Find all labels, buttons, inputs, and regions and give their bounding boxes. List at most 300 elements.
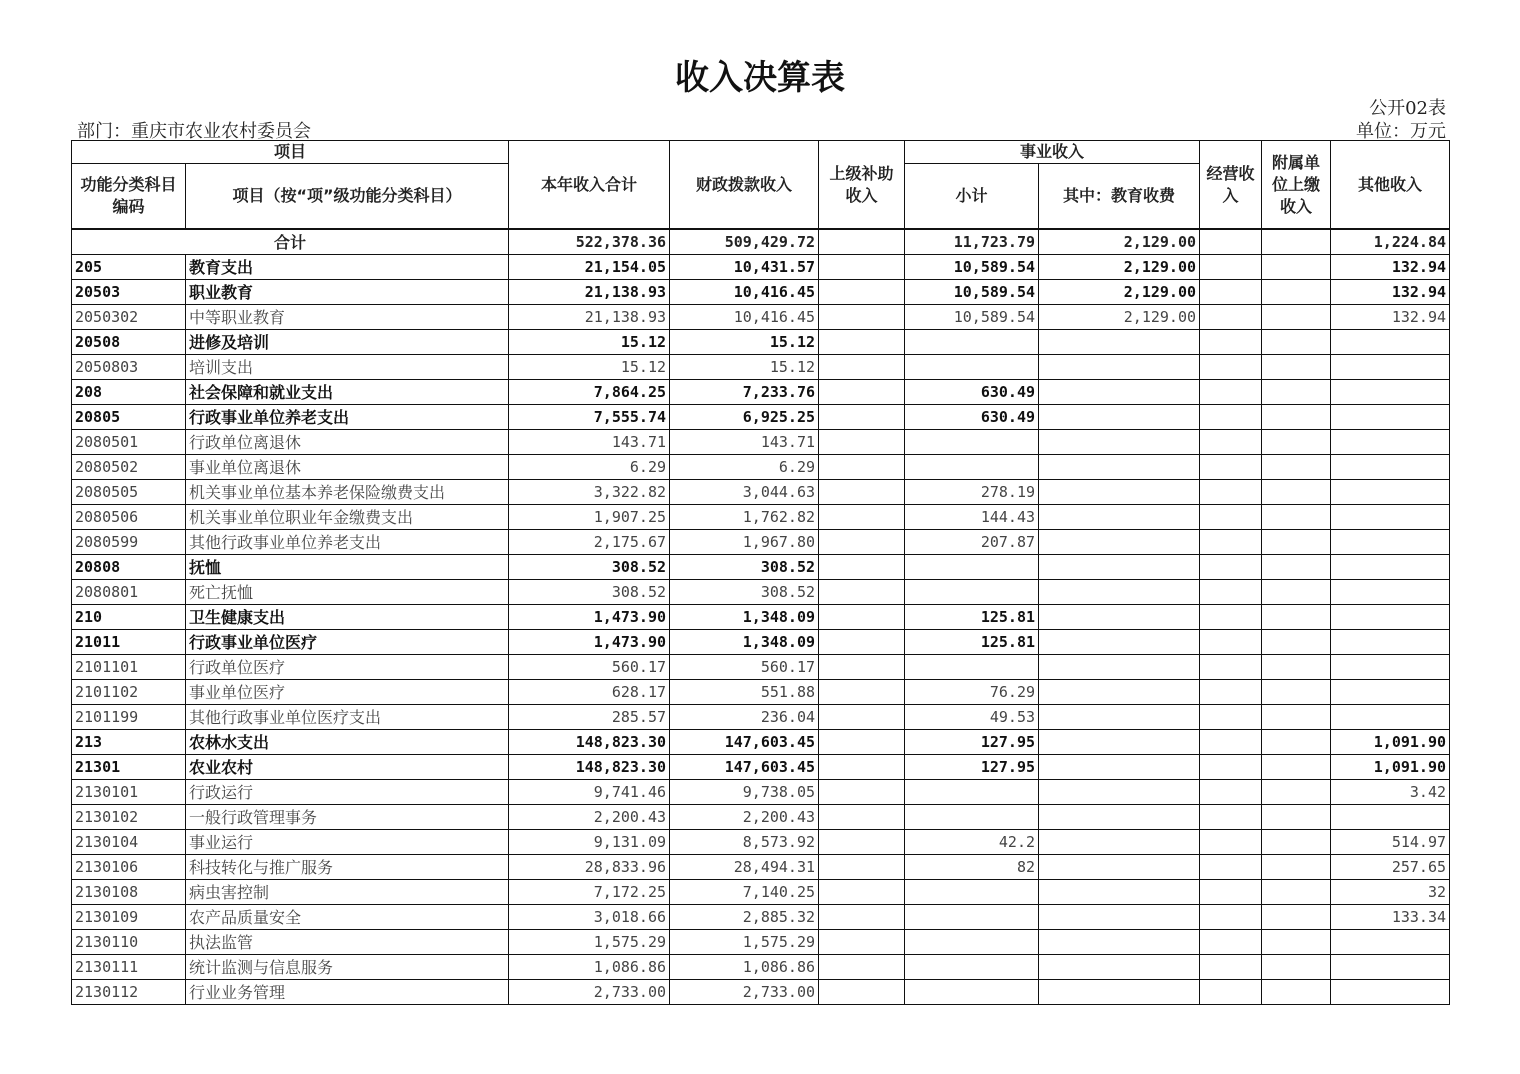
cell-code: 2080501 bbox=[72, 430, 186, 455]
cell-affiliated bbox=[1262, 430, 1331, 455]
table-row bbox=[72, 330, 1450, 355]
cell-superior bbox=[819, 355, 905, 380]
cell-affiliated bbox=[1262, 680, 1331, 705]
cell-name: 卫生健康支出 bbox=[186, 605, 509, 630]
cell-superior bbox=[819, 630, 905, 655]
cell-name: 行政事业单位医疗 bbox=[186, 630, 509, 655]
cell-name: 事业运行 bbox=[186, 830, 509, 855]
cell-code: 2130112 bbox=[72, 980, 186, 1005]
table-row bbox=[72, 855, 1450, 880]
cell-name: 行政单位医疗 bbox=[186, 655, 509, 680]
cell-operating bbox=[1200, 730, 1262, 755]
header-project: 项目 bbox=[72, 141, 509, 164]
table-row bbox=[72, 680, 1450, 705]
cell-subtotal: 127.95 bbox=[905, 730, 1039, 755]
cell-affiliated bbox=[1262, 355, 1331, 380]
cell-superior bbox=[819, 955, 905, 980]
cell-affiliated bbox=[1262, 830, 1331, 855]
cell-operating bbox=[1200, 955, 1262, 980]
cell-code: 208 bbox=[72, 380, 186, 405]
cell-subtotal bbox=[905, 980, 1039, 1005]
cell-education bbox=[1039, 955, 1200, 980]
cell-fiscal: 7,140.25 bbox=[670, 880, 819, 905]
table-row bbox=[72, 380, 1450, 405]
cell-name: 农林水支出 bbox=[186, 730, 509, 755]
cell-total: 15.12 bbox=[509, 330, 670, 355]
cell-name: 行政运行 bbox=[186, 780, 509, 805]
cell-code: 213 bbox=[72, 730, 186, 755]
cell-fiscal: 15.12 bbox=[670, 330, 819, 355]
cell-operating bbox=[1200, 830, 1262, 855]
table-row bbox=[72, 430, 1450, 455]
cell-subtotal: 207.87 bbox=[905, 530, 1039, 555]
header-education-fees: 其中：教育收费 bbox=[1039, 164, 1200, 230]
cell-education bbox=[1039, 505, 1200, 530]
cell-name: 培训支出 bbox=[186, 355, 509, 380]
cell-affiliated bbox=[1262, 305, 1331, 330]
cell-fiscal: 560.17 bbox=[670, 655, 819, 680]
cell-subtotal bbox=[905, 455, 1039, 480]
table-row bbox=[72, 605, 1450, 630]
cell-superior bbox=[819, 280, 905, 305]
cell-education bbox=[1039, 680, 1200, 705]
table-row bbox=[72, 655, 1450, 680]
cell-total: 2,175.67 bbox=[509, 530, 670, 555]
cell-total: 1,907.25 bbox=[509, 505, 670, 530]
cell-code: 2101199 bbox=[72, 705, 186, 730]
cell-affiliated bbox=[1262, 805, 1331, 830]
cell-education bbox=[1039, 630, 1200, 655]
cell-superior bbox=[819, 330, 905, 355]
cell-superior bbox=[819, 505, 905, 530]
cell-superior bbox=[819, 380, 905, 405]
table-row bbox=[72, 805, 1450, 830]
cell-education: 2,129.00 bbox=[1039, 255, 1200, 280]
cell-superior bbox=[819, 305, 905, 330]
cell-affiliated bbox=[1262, 855, 1331, 880]
total-education-cell: 2,129.00 bbox=[1039, 229, 1200, 255]
cell-code: 20808 bbox=[72, 555, 186, 580]
cell-code: 2050803 bbox=[72, 355, 186, 380]
cell-subtotal bbox=[905, 805, 1039, 830]
cell-superior bbox=[819, 455, 905, 480]
cell-total: 3,322.82 bbox=[509, 480, 670, 505]
cell-operating bbox=[1200, 305, 1262, 330]
cell-fiscal: 10,416.45 bbox=[670, 305, 819, 330]
cell-other bbox=[1331, 430, 1450, 455]
cell-fiscal: 2,733.00 bbox=[670, 980, 819, 1005]
cell-subtotal: 144.43 bbox=[905, 505, 1039, 530]
cell-subtotal bbox=[905, 780, 1039, 805]
cell-superior bbox=[819, 680, 905, 705]
cell-subtotal bbox=[905, 580, 1039, 605]
cell-code: 20805 bbox=[72, 405, 186, 430]
cell-name: 教育支出 bbox=[186, 255, 509, 280]
header-fiscal-income: 财政拨款收入 bbox=[670, 141, 819, 230]
cell-subtotal: 278.19 bbox=[905, 480, 1039, 505]
total-label: 合计 bbox=[72, 229, 509, 255]
cell-other bbox=[1331, 655, 1450, 680]
cell-code: 2080599 bbox=[72, 530, 186, 555]
cell-total: 9,131.09 bbox=[509, 830, 670, 855]
cell-code: 2130111 bbox=[72, 955, 186, 980]
table-row bbox=[72, 705, 1450, 730]
cell-name: 病虫害控制 bbox=[186, 880, 509, 905]
cell-superior bbox=[819, 755, 905, 780]
cell-affiliated bbox=[1262, 555, 1331, 580]
cell-superior bbox=[819, 430, 905, 455]
cell-other: 133.34 bbox=[1331, 905, 1450, 930]
cell-fiscal: 10,416.45 bbox=[670, 280, 819, 305]
cell-total: 143.71 bbox=[509, 430, 670, 455]
cell-fiscal: 2,885.32 bbox=[670, 905, 819, 930]
cell-code: 2080505 bbox=[72, 480, 186, 505]
cell-other: 32 bbox=[1331, 880, 1450, 905]
cell-total: 628.17 bbox=[509, 680, 670, 705]
cell-other: 132.94 bbox=[1331, 255, 1450, 280]
cell-other bbox=[1331, 605, 1450, 630]
table-row bbox=[72, 580, 1450, 605]
cell-total: 1,086.86 bbox=[509, 955, 670, 980]
cell-operating bbox=[1200, 455, 1262, 480]
cell-subtotal: 42.2 bbox=[905, 830, 1039, 855]
cell-total: 1,473.90 bbox=[509, 605, 670, 630]
cell-education bbox=[1039, 455, 1200, 480]
cell-superior bbox=[819, 930, 905, 955]
cell-fiscal: 1,967.80 bbox=[670, 530, 819, 555]
cell-operating bbox=[1200, 630, 1262, 655]
cell-subtotal bbox=[905, 430, 1039, 455]
cell-affiliated bbox=[1262, 630, 1331, 655]
cell-superior bbox=[819, 255, 905, 280]
cell-affiliated bbox=[1262, 255, 1331, 280]
cell-operating bbox=[1200, 530, 1262, 555]
total-fiscal-cell: 509,429.72 bbox=[670, 229, 819, 255]
cell-other: 132.94 bbox=[1331, 305, 1450, 330]
cell-operating bbox=[1200, 755, 1262, 780]
total-affiliated-cell bbox=[1262, 229, 1331, 255]
cell-total: 6.29 bbox=[509, 455, 670, 480]
cell-code: 2080502 bbox=[72, 455, 186, 480]
cell-subtotal: 10,589.54 bbox=[905, 255, 1039, 280]
cell-other bbox=[1331, 705, 1450, 730]
cell-other bbox=[1331, 455, 1450, 480]
cell-education bbox=[1039, 380, 1200, 405]
table-row bbox=[72, 255, 1450, 280]
cell-operating bbox=[1200, 255, 1262, 280]
table-row bbox=[72, 355, 1450, 380]
cell-operating bbox=[1200, 680, 1262, 705]
cell-other bbox=[1331, 630, 1450, 655]
cell-superior bbox=[819, 905, 905, 930]
cell-other bbox=[1331, 955, 1450, 980]
cell-code: 2130109 bbox=[72, 905, 186, 930]
table-row bbox=[72, 530, 1450, 555]
cell-superior bbox=[819, 530, 905, 555]
cell-fiscal: 8,573.92 bbox=[670, 830, 819, 855]
header-item-name: 项目（按“项”级功能分类科目） bbox=[186, 164, 509, 230]
cell-fiscal: 308.52 bbox=[670, 580, 819, 605]
cell-operating bbox=[1200, 655, 1262, 680]
cell-operating bbox=[1200, 405, 1262, 430]
cell-total: 21,154.05 bbox=[509, 255, 670, 280]
table-row bbox=[72, 630, 1450, 655]
cell-subtotal bbox=[905, 330, 1039, 355]
cell-education: 2,129.00 bbox=[1039, 305, 1200, 330]
cell-total: 1,575.29 bbox=[509, 930, 670, 955]
cell-affiliated bbox=[1262, 505, 1331, 530]
cell-education bbox=[1039, 530, 1200, 555]
cell-total: 7,555.74 bbox=[509, 405, 670, 430]
cell-other: 132.94 bbox=[1331, 280, 1450, 305]
cell-total: 1,473.90 bbox=[509, 630, 670, 655]
cell-name: 行业业务管理 bbox=[186, 980, 509, 1005]
cell-code: 210 bbox=[72, 605, 186, 630]
cell-subtotal: 125.81 bbox=[905, 630, 1039, 655]
cell-subtotal: 630.49 bbox=[905, 405, 1039, 430]
cell-operating bbox=[1200, 380, 1262, 405]
cell-fiscal: 3,044.63 bbox=[670, 480, 819, 505]
cell-fiscal: 308.52 bbox=[670, 555, 819, 580]
cell-other bbox=[1331, 930, 1450, 955]
table-row bbox=[72, 505, 1450, 530]
cell-name: 统计监测与信息服务 bbox=[186, 955, 509, 980]
header-business-income: 事业收入 bbox=[905, 141, 1200, 164]
cell-operating bbox=[1200, 330, 1262, 355]
header-total-income: 本年收入合计 bbox=[509, 141, 670, 230]
cell-education bbox=[1039, 930, 1200, 955]
cell-superior bbox=[819, 855, 905, 880]
cell-name: 职业教育 bbox=[186, 280, 509, 305]
cell-superior bbox=[819, 580, 905, 605]
cell-operating bbox=[1200, 355, 1262, 380]
cell-operating bbox=[1200, 855, 1262, 880]
total-row bbox=[72, 229, 1450, 255]
cell-name: 机关事业单位职业年金缴费支出 bbox=[186, 505, 509, 530]
cell-code: 2130106 bbox=[72, 855, 186, 880]
cell-fiscal: 1,348.09 bbox=[670, 605, 819, 630]
cell-name: 社会保障和就业支出 bbox=[186, 380, 509, 405]
cell-name: 农产品质量安全 bbox=[186, 905, 509, 930]
header-superior-subsidy: 上级补助收入 bbox=[819, 141, 905, 230]
cell-total: 148,823.30 bbox=[509, 730, 670, 755]
cell-other: 514.97 bbox=[1331, 830, 1450, 855]
cell-name: 抚恤 bbox=[186, 555, 509, 580]
cell-affiliated bbox=[1262, 580, 1331, 605]
cell-affiliated bbox=[1262, 530, 1331, 555]
cell-education bbox=[1039, 405, 1200, 430]
cell-subtotal: 127.95 bbox=[905, 755, 1039, 780]
cell-education bbox=[1039, 780, 1200, 805]
cell-other: 1,091.90 bbox=[1331, 730, 1450, 755]
cell-fiscal: 15.12 bbox=[670, 355, 819, 380]
cell-superior bbox=[819, 980, 905, 1005]
cell-subtotal bbox=[905, 905, 1039, 930]
cell-fiscal: 143.71 bbox=[670, 430, 819, 455]
cell-affiliated bbox=[1262, 605, 1331, 630]
cell-affiliated bbox=[1262, 455, 1331, 480]
cell-fiscal: 28,494.31 bbox=[670, 855, 819, 880]
form-number: 公开02表 bbox=[1369, 98, 1446, 119]
cell-subtotal bbox=[905, 555, 1039, 580]
cell-other bbox=[1331, 980, 1450, 1005]
cell-fiscal: 236.04 bbox=[670, 705, 819, 730]
header-other-income: 其他收入 bbox=[1331, 141, 1450, 230]
cell-fiscal: 147,603.45 bbox=[670, 730, 819, 755]
cell-code: 2101101 bbox=[72, 655, 186, 680]
total-superior-cell bbox=[819, 229, 905, 255]
cell-education bbox=[1039, 580, 1200, 605]
cell-total: 2,733.00 bbox=[509, 980, 670, 1005]
cell-education bbox=[1039, 555, 1200, 580]
cell-total: 308.52 bbox=[509, 555, 670, 580]
cell-total: 21,138.93 bbox=[509, 305, 670, 330]
total-subtotal-cell: 11,723.79 bbox=[905, 229, 1039, 255]
cell-other bbox=[1331, 405, 1450, 430]
cell-subtotal: 630.49 bbox=[905, 380, 1039, 405]
header-business-subtotal: 小计 bbox=[905, 164, 1039, 230]
cell-total: 21,138.93 bbox=[509, 280, 670, 305]
cell-code: 21301 bbox=[72, 755, 186, 780]
cell-code: 2080801 bbox=[72, 580, 186, 605]
cell-fiscal: 6.29 bbox=[670, 455, 819, 480]
cell-other: 3.42 bbox=[1331, 780, 1450, 805]
cell-subtotal: 10,589.54 bbox=[905, 305, 1039, 330]
cell-education bbox=[1039, 480, 1200, 505]
cell-subtotal bbox=[905, 880, 1039, 905]
cell-fiscal: 9,738.05 bbox=[670, 780, 819, 805]
cell-name: 行政事业单位养老支出 bbox=[186, 405, 509, 430]
table-row bbox=[72, 880, 1450, 905]
cell-superior bbox=[819, 805, 905, 830]
cell-code: 20503 bbox=[72, 280, 186, 305]
cell-total: 308.52 bbox=[509, 580, 670, 605]
table-row bbox=[72, 480, 1450, 505]
cell-superior bbox=[819, 730, 905, 755]
cell-name: 一般行政管理事务 bbox=[186, 805, 509, 830]
cell-subtotal: 82 bbox=[905, 855, 1039, 880]
cell-fiscal: 551.88 bbox=[670, 680, 819, 705]
cell-superior bbox=[819, 405, 905, 430]
cell-subtotal: 76.29 bbox=[905, 680, 1039, 705]
cell-code: 20508 bbox=[72, 330, 186, 355]
cell-affiliated bbox=[1262, 405, 1331, 430]
cell-superior bbox=[819, 605, 905, 630]
cell-education bbox=[1039, 355, 1200, 380]
cell-code: 2050302 bbox=[72, 305, 186, 330]
cell-code: 2130108 bbox=[72, 880, 186, 905]
cell-superior bbox=[819, 555, 905, 580]
cell-other bbox=[1331, 480, 1450, 505]
cell-fiscal: 10,431.57 bbox=[670, 255, 819, 280]
cell-total: 7,172.25 bbox=[509, 880, 670, 905]
cell-operating bbox=[1200, 805, 1262, 830]
cell-subtotal: 10,589.54 bbox=[905, 280, 1039, 305]
unit-label: 单位：万元 bbox=[1356, 121, 1446, 142]
cell-code: 2130102 bbox=[72, 805, 186, 830]
cell-total: 285.57 bbox=[509, 705, 670, 730]
page-title: 收入决算表 bbox=[675, 58, 845, 98]
cell-operating bbox=[1200, 880, 1262, 905]
cell-affiliated bbox=[1262, 655, 1331, 680]
cell-education bbox=[1039, 605, 1200, 630]
cell-affiliated bbox=[1262, 980, 1331, 1005]
cell-subtotal bbox=[905, 955, 1039, 980]
cell-subtotal: 125.81 bbox=[905, 605, 1039, 630]
cell-education bbox=[1039, 980, 1200, 1005]
cell-name: 机关事业单位基本养老保险缴费支出 bbox=[186, 480, 509, 505]
cell-education bbox=[1039, 655, 1200, 680]
table-row bbox=[72, 905, 1450, 930]
cell-superior bbox=[819, 830, 905, 855]
cell-name: 执法监管 bbox=[186, 930, 509, 955]
cell-name: 进修及培训 bbox=[186, 330, 509, 355]
cell-education bbox=[1039, 730, 1200, 755]
cell-operating bbox=[1200, 505, 1262, 530]
cell-education bbox=[1039, 430, 1200, 455]
cell-name: 其他行政事业单位医疗支出 bbox=[186, 705, 509, 730]
cell-other bbox=[1331, 330, 1450, 355]
cell-other bbox=[1331, 355, 1450, 380]
cell-name: 中等职业教育 bbox=[186, 305, 509, 330]
header-operating-income: 经营收入 bbox=[1200, 141, 1262, 230]
cell-name: 事业单位医疗 bbox=[186, 680, 509, 705]
cell-education bbox=[1039, 905, 1200, 930]
cell-other bbox=[1331, 505, 1450, 530]
cell-education bbox=[1039, 830, 1200, 855]
cell-affiliated bbox=[1262, 705, 1331, 730]
cell-fiscal: 1,575.29 bbox=[670, 930, 819, 955]
cell-total: 560.17 bbox=[509, 655, 670, 680]
cell-affiliated bbox=[1262, 380, 1331, 405]
cell-total: 148,823.30 bbox=[509, 755, 670, 780]
cell-name: 行政单位离退休 bbox=[186, 430, 509, 455]
table-row bbox=[72, 830, 1450, 855]
cell-total: 28,833.96 bbox=[509, 855, 670, 880]
cell-name: 农业农村 bbox=[186, 755, 509, 780]
cell-superior bbox=[819, 705, 905, 730]
cell-total: 9,741.46 bbox=[509, 780, 670, 805]
cell-affiliated bbox=[1262, 905, 1331, 930]
cell-other: 1,091.90 bbox=[1331, 755, 1450, 780]
cell-fiscal: 147,603.45 bbox=[670, 755, 819, 780]
cell-operating bbox=[1200, 280, 1262, 305]
cell-name: 科技转化与推广服务 bbox=[186, 855, 509, 880]
cell-education bbox=[1039, 855, 1200, 880]
cell-superior bbox=[819, 780, 905, 805]
cell-operating bbox=[1200, 905, 1262, 930]
table-row bbox=[72, 280, 1450, 305]
cell-affiliated bbox=[1262, 880, 1331, 905]
cell-fiscal: 1,348.09 bbox=[670, 630, 819, 655]
total-income-cell: 522,378.36 bbox=[509, 229, 670, 255]
cell-operating bbox=[1200, 780, 1262, 805]
cell-affiliated bbox=[1262, 955, 1331, 980]
table-row bbox=[72, 730, 1450, 755]
cell-total: 7,864.25 bbox=[509, 380, 670, 405]
cell-affiliated bbox=[1262, 330, 1331, 355]
cell-total: 2,200.43 bbox=[509, 805, 670, 830]
table-row bbox=[72, 780, 1450, 805]
cell-education: 2,129.00 bbox=[1039, 280, 1200, 305]
cell-other bbox=[1331, 580, 1450, 605]
cell-education bbox=[1039, 805, 1200, 830]
total-other-cell: 1,224.84 bbox=[1331, 229, 1450, 255]
total-operating-cell bbox=[1200, 229, 1262, 255]
cell-fiscal: 6,925.25 bbox=[670, 405, 819, 430]
cell-name: 死亡抚恤 bbox=[186, 580, 509, 605]
table-row bbox=[72, 930, 1450, 955]
